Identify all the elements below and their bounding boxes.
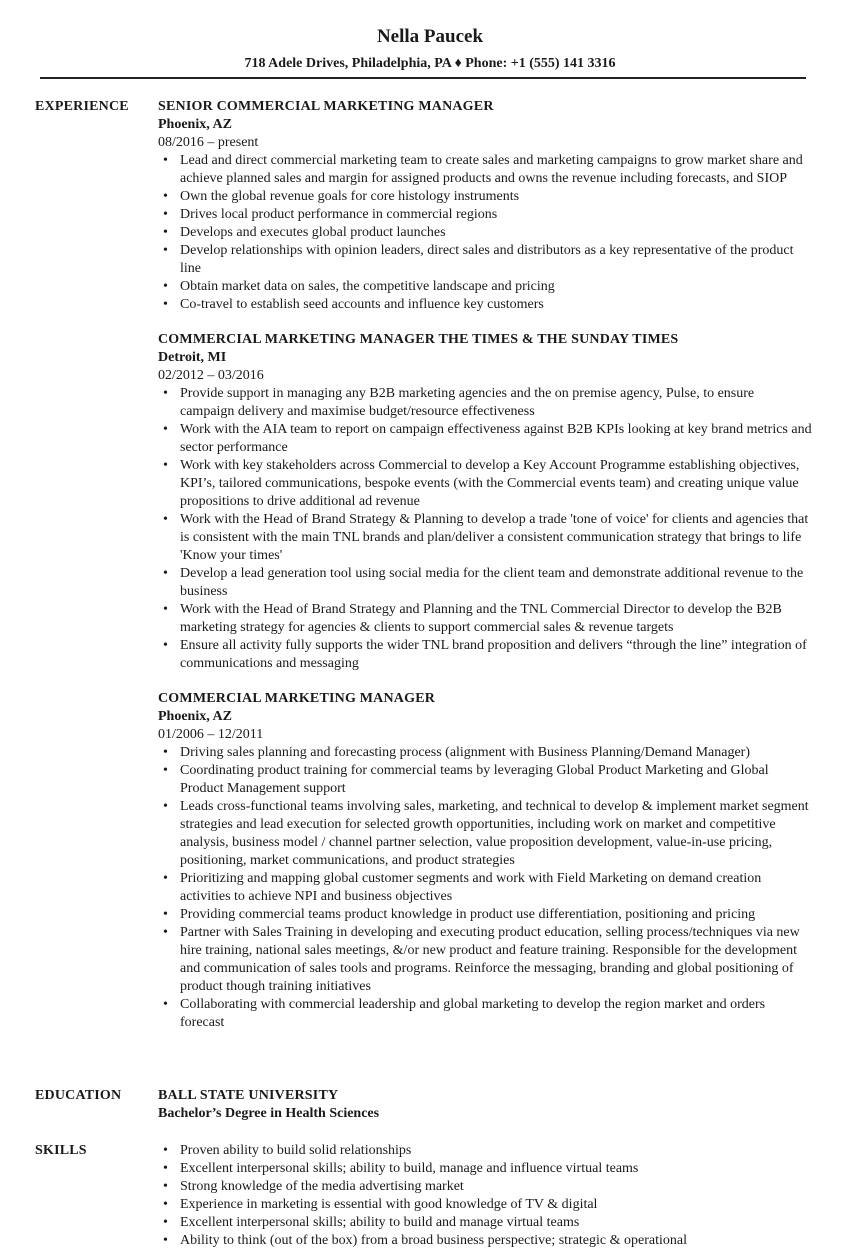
skill-item: • Excellent interpersonal skills; ability to build, manage and influence virtual teams [158,1160,812,1178]
job-title: COMMERCIAL MARKETING MANAGER THE TIMES & THE SUNDAY TIMES [158,332,679,347]
bullet-item: • Ensure all activity fully supports the wider TNL brand proposition and delivers “through the line” integration of communications and messaging [158,637,812,673]
job-location: Detroit, MI [158,350,227,365]
resume-header [0,0,860,73]
bullet-item: • Work with key stakeholders across Commercial to develop a Key Account Programme establishing objectives, KPI’s, tailored communications, bespoke events (with the Commercial events team) and creating unique value propositions to drive additional ad revenue [158,457,812,511]
candidate-name: Nella Paucek [376,26,484,47]
bullet-item: • Collaborating with commercial leadership and global marketing to develop the region market and orders forecast [158,996,812,1032]
skill-item: • Excellent interpersonal skills; ability to build and manage virtual teams [158,1214,812,1232]
skill-item: • Ability to think (out of the box) from a broad business perspective; strategic & operational [158,1232,812,1250]
job-entry [158,98,812,314]
job-entry [158,331,812,673]
bullet-item: • Develop relationships with opinion leaders, direct sales and distributors as a key representative of the product line [158,242,812,278]
contact-line: 718 Adele Drives, Philadelphia, PA ♦ Phone: +1 (555) 141 3316 [244,56,616,71]
job-bullets [158,152,812,314]
bullet-item: • Lead and direct commercial marketing team to create sales and marketing campaigns to grow market share and achieve planned sales and margin for assigned products and owns the revenue including forecasts, and SIOP [158,152,812,188]
section-label-skills: SKILLS [35,1143,87,1158]
bullet-item: • Develops and executes global product launches [158,224,812,242]
job-entry [158,690,812,1032]
job-location: Phoenix, AZ [158,709,232,724]
skill-item: • Proven ability to build solid relationships [158,1142,812,1160]
bullet-item: • Providing commercial teams product knowledge in product use differentiation, positioning and pricing [158,906,812,924]
bullet-item: • Provide support in managing any B2B marketing agencies and the on premise agency, Pulse, to ensure campaign delivery and maximise budget/resource effectiveness [158,385,812,421]
skills-list [158,1142,812,1250]
skills-body [158,1142,812,1250]
section-label-education: EDUCATION [35,1088,122,1103]
job-bullets [158,385,812,673]
bullet-item: • Prioritizing and mapping global customer segments and work with Field Marketing on demand creation activities to achieve NPI and business objectives [158,870,812,906]
degree: Bachelor’s Degree in Health Sciences [158,1106,380,1121]
bullet-item: • Develop a lead generation tool using social media for the client team and demonstrate additional revenue to the business [158,565,812,601]
job-bullets [158,744,812,1032]
job-title: COMMERCIAL MARKETING MANAGER [158,691,436,706]
job-title: SENIOR COMMERCIAL MARKETING MANAGER [158,99,494,114]
bullet-item: • Leads cross-functional teams involving sales, marketing, and technical to develop & implement market segment strategies and lead execution for selected growth opportunities, including work on market and competitive analysis, business model / channel partner selection, value proposition development, value-in-use pricing, positioning, market communications, and product strategies [158,798,812,870]
bullet-item: • Obtain market data on sales, the competitive landscape and pricing [158,278,812,296]
bullet-item: • Work with the Head of Brand Strategy & Planning to develop a trade 'tone of voice' for clients and agencies that is consistent with the main TNL brands and plan/deliver a consistent communication strategy that brings to life 'Know your times' [158,511,812,565]
bullet-item: • Own the global revenue goals for core histology instruments [158,188,812,206]
education-body [158,1087,812,1123]
bullet-item: • Work with the AIA team to report on campaign effectiveness against B2B KPIs looking at key brand metrics and sector performance [158,421,812,457]
bullet-item: • Coordinating product training for commercial teams by leveraging Global Product Marketing and Global Product Management support [158,762,812,798]
job-dates: 01/2006 – 12/2011 [158,727,264,742]
bullet-item: • Work with the Head of Brand Strategy and Planning and the TNL Commercial Director to develop the B2B marketing strategy for agencies & clients to support commercial sales & revenue targets [158,601,812,637]
job-location: Phoenix, AZ [158,117,232,132]
skill-item: • Experience in marketing is essential with good knowledge of TV & digital [158,1196,812,1214]
job-dates: 08/2016 – present [158,135,259,150]
section-label-experience: EXPERIENCE [35,99,129,114]
school-name: BALL STATE UNIVERSITY [158,1088,339,1103]
bullet-item: • Drives local product performance in commercial regions [158,206,812,224]
job-dates: 02/2012 – 03/2016 [158,368,264,383]
experience-body [158,98,812,1049]
bullet-item: • Driving sales planning and forecasting process (alignment with Business Planning/Demand Manager) [158,744,812,762]
bullet-item: • Co-travel to establish seed accounts and influence key customers [158,296,812,314]
skill-item: • Strong knowledge of the media advertising market [158,1178,812,1196]
bullet-item: • Partner with Sales Training in developing and executing product education, selling process/techniques via new hire training, national sales meetings, &/or new product and feature training. Responsible for the development and communication of sales tools and programs. Reinforce the messaging, branding and global positioning of product though training initiatives [158,924,812,996]
header-divider [40,77,806,79]
